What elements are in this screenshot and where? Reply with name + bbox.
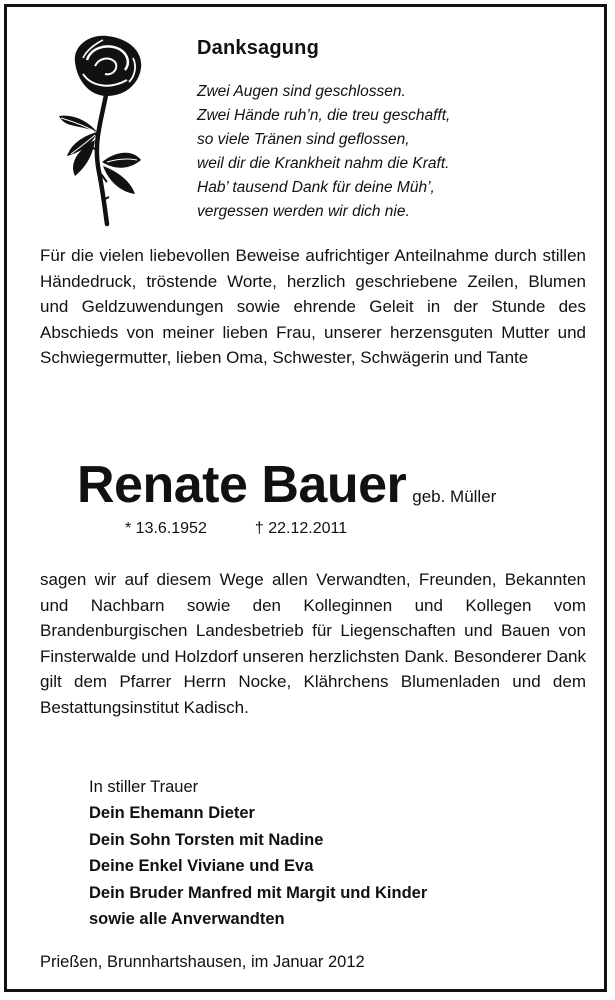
page-title: Danksagung	[197, 37, 320, 59]
life-dates	[125, 520, 347, 538]
poem-line: Hab’ tausend Dank für deine Müh’,	[197, 179, 435, 196]
death-date: † 22.12.2011	[254, 520, 348, 537]
mourner-line: Dein Ehemann Dieter	[89, 804, 255, 822]
poem-line: Zwei Augen sind geschlossen.	[197, 83, 406, 100]
poem-line: vergessen werden wir dich nie.	[197, 203, 410, 220]
thanks-paragraph: sagen wir auf diesem Wege allen Verwandten, Freunden, Bekannten und Nachbarn sowie den Kolleginnen und Kollegen vom Brandenburgischen Landesbetrieb für Liegenschaften und Bauen von Finsterwalde und Holzdorf unseren herzlichsten Dank. Besonderer Dank gilt dem Pfarrer Herrn Nocke, Klährchens Blumenladen und dem Bestattungsinstitut Kadisch.	[40, 570, 586, 717]
mourners-block	[89, 774, 427, 933]
poem-line: so viele Tränen sind geflossen,	[197, 131, 410, 148]
place-date: Prießen, Brunnhartshausen, im Januar 2012	[40, 953, 365, 971]
mourner-line: Dein Sohn Torsten mit Nadine	[89, 830, 324, 849]
deceased-name: Renate Bauer	[77, 456, 407, 514]
maiden-name: geb. Müller	[412, 487, 497, 506]
mourner-line: Dein Bruder Manfred mit Margit und Kinder	[89, 883, 428, 902]
mourner-line: sowie alle Anverwandten	[89, 910, 285, 928]
obituary-notice	[4, 4, 607, 992]
mourner-line: Deine Enkel Viviane und Eva	[89, 857, 314, 875]
poem-line: Zwei Hände ruh’n, die treu geschafft,	[197, 107, 451, 124]
mourning-intro: In stiller Trauer	[89, 778, 199, 796]
deceased-name-row	[77, 455, 496, 515]
intro-paragraph: Für die vielen liebevollen Beweise aufrichtiger Anteilnahme durch stillen Händedruck, tröstende Worte, herzlich geschriebene Zeilen, Blumen und Geldzuwendungen sowie ehrende Geleit in der Stunde des Abschieds von meiner lieben Frau, unserer herzensguten Mutter und Schwiegermutter, lieben Oma, Schwester, Schwägerin und Tante	[40, 246, 586, 368]
birth-date: * 13.6.1952	[125, 520, 207, 537]
poem-line: weil dir die Krankheit nahm die Kraft.	[197, 155, 450, 172]
poem	[197, 80, 450, 224]
rose-icon	[47, 32, 152, 227]
